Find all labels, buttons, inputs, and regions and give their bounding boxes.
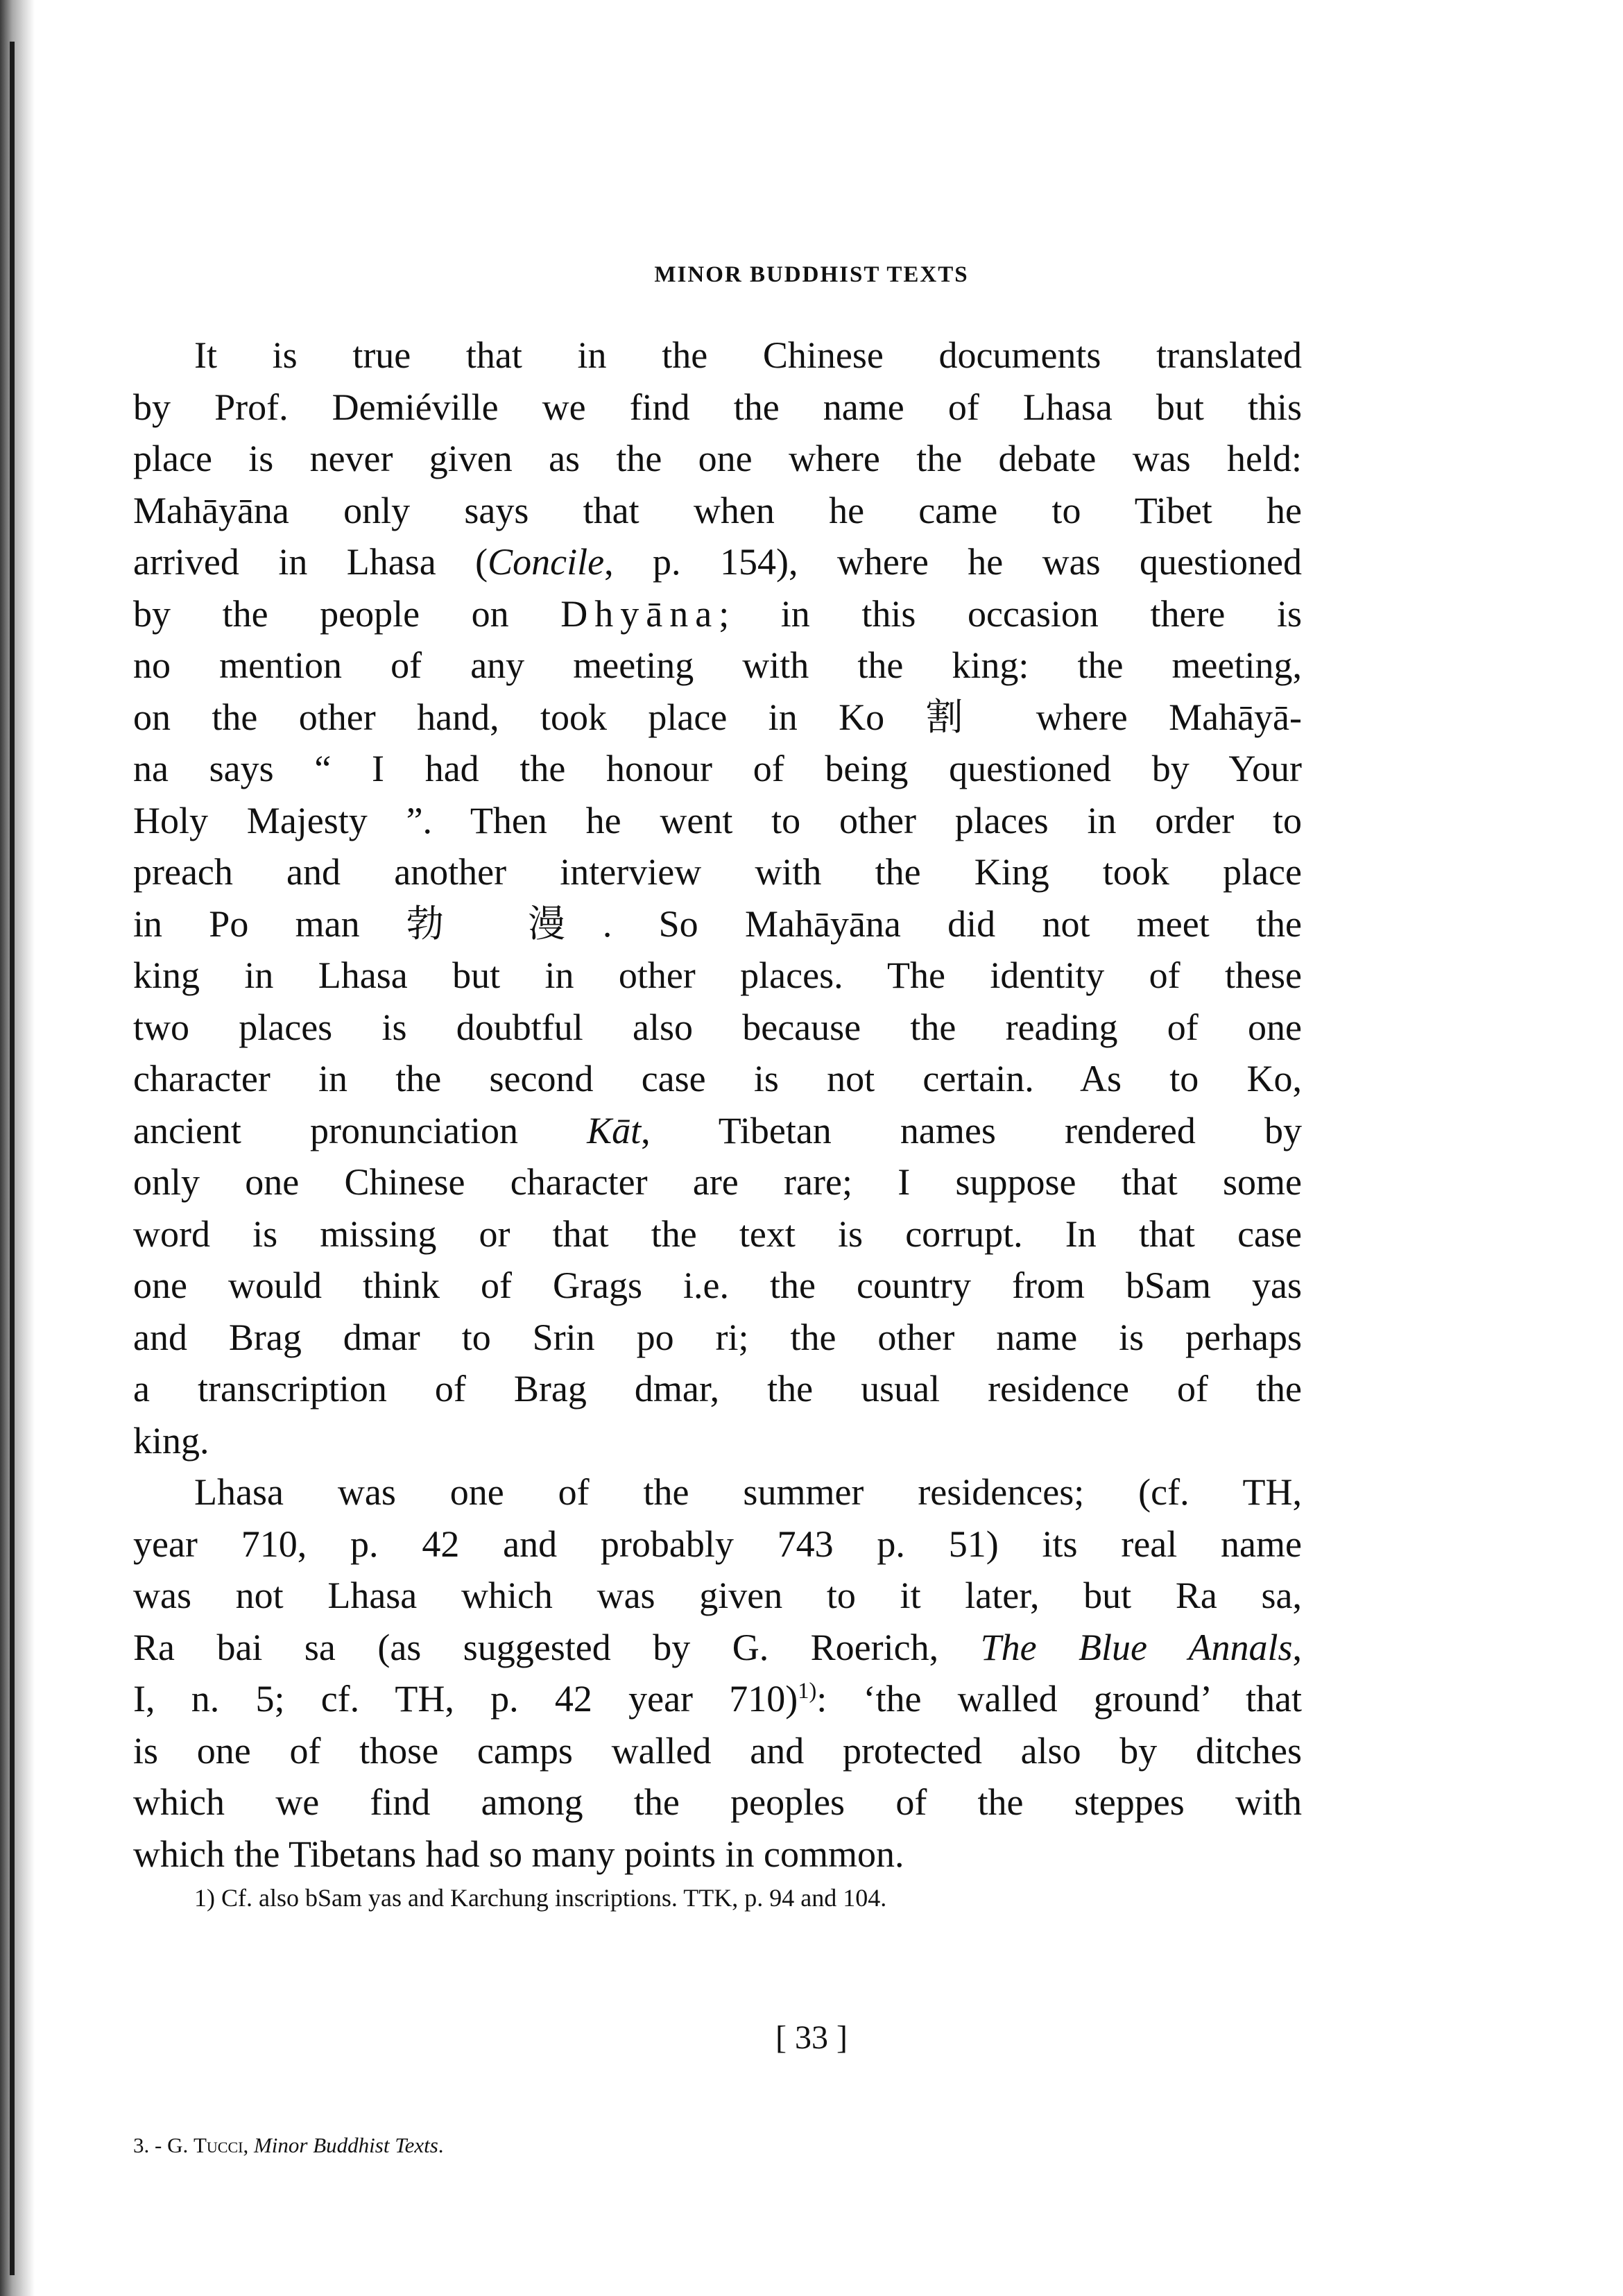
footnote — [194, 1883, 1304, 1912]
spaced-term: Dhyāna — [560, 592, 719, 635]
text-line: on the other hand, took place in Ko 割 where Mahāyā- — [133, 696, 1302, 738]
text-line: by Prof. Demiéville we find the name of Lhasa but this — [133, 386, 1302, 428]
italic-title: Concile — [488, 541, 605, 583]
text-line: na says “ I had the honour of being questioned by Your — [133, 748, 1302, 789]
text-line: year 710, p. 42 and probably 743 p. 51) its real name — [133, 1523, 1302, 1565]
text-segment: I, n. 5; cf. TH, p. 42 year 710) — [133, 1678, 798, 1720]
text-line: only one Chinese character are rare; I suppose that some — [133, 1161, 1302, 1203]
signature-line — [133, 2133, 444, 2158]
text-line: Mahāyāna only says that when he came to Tibet he — [133, 489, 1302, 531]
body-text — [133, 329, 1302, 1880]
text-line: a transcription of Brag dmar, the usual residence of the — [133, 1368, 1302, 1410]
italic-title: The Blue Annals — [980, 1626, 1293, 1668]
footnote-marker: 1) — [194, 1884, 215, 1912]
text-line: king in Lhasa but in other places. The identity of these — [133, 954, 1302, 996]
text-line — [133, 1105, 1302, 1157]
text-segment: arrived in Lhasa ( — [133, 541, 488, 583]
text-line: place is never given as the one where the debate was held: — [133, 438, 1302, 479]
text-segment: ancient pronunciation — [133, 1109, 587, 1151]
binding-edge — [10, 42, 15, 2275]
page-gutter-shadow — [0, 0, 35, 2296]
text-line: and Brag dmar to Srin po ri; the other name is perhaps — [133, 1316, 1302, 1358]
text-segment: Ra bai sa (as suggested by G. Roerich, — [133, 1626, 981, 1668]
signature-prefix: 3. - G. — [133, 2133, 194, 2157]
text-line — [133, 588, 1302, 640]
text-line — [133, 536, 1302, 588]
text-line: two places is doubtful also because the reading of one — [133, 1006, 1302, 1048]
text-line: It is true that in the Chinese documents translated — [194, 334, 1302, 376]
footnote-ref: 1) — [798, 1679, 817, 1704]
page-number: [ 33 ] — [775, 2019, 848, 2056]
text-segment: ; in this occasion there is — [719, 592, 1302, 635]
running-head: MINOR BUDDHIST TEXTS — [654, 262, 969, 287]
text-line: character in the second case is not certain. As to Ko, — [133, 1058, 1302, 1099]
italic-term: Kāt — [587, 1109, 642, 1151]
text-segment: , — [1292, 1626, 1303, 1668]
text-line: Holy Majesty ”. Then he went to other places in order to — [133, 799, 1302, 841]
text-line: which the Tibetans had so many points in common. — [133, 1833, 904, 1875]
text-line: was not Lhasa which was given to it later, but Ra sa, — [133, 1575, 1302, 1616]
text-line: no mention of any meeting with the king: the meeting, — [133, 644, 1302, 686]
signature-title: Minor Buddhist Texts — [253, 2133, 438, 2157]
text-segment: : ‘the walled ground’ that — [816, 1678, 1303, 1720]
signature-suffix: . — [438, 2133, 444, 2157]
text-line: in Po man 勃 漫. So Mahāyāna did not meet the — [133, 902, 1302, 945]
signature-separator: , — [243, 2133, 254, 2157]
text-segment: , p. 154), where he was questioned — [604, 541, 1302, 583]
text-line: one would think of Grags i.e. the country from bSam yas — [133, 1265, 1302, 1306]
text-line: Lhasa was one of the summer residences; (cf. TH, — [194, 1471, 1302, 1513]
footnote-text: Cf. also bSam yas and Karchung inscriptions. TTK, p. 94 and 104. — [215, 1884, 887, 1912]
text-line — [133, 1622, 1302, 1674]
text-line: preach and another interview with the King took place — [133, 851, 1302, 893]
text-line: is one of those camps walled and protected also by ditches — [133, 1729, 1302, 1772]
signature-author: Tucci — [193, 2133, 243, 2157]
text-line: king. — [133, 1419, 209, 1462]
text-line — [133, 1673, 1302, 1725]
text-line: word is missing or that the text is corrupt. In that case — [133, 1213, 1302, 1255]
text-line: which we find among the peoples of the steppes with — [133, 1781, 1302, 1823]
text-segment: , Tibetan names rendered by — [641, 1109, 1302, 1151]
text-segment: by the people on — [133, 592, 561, 635]
